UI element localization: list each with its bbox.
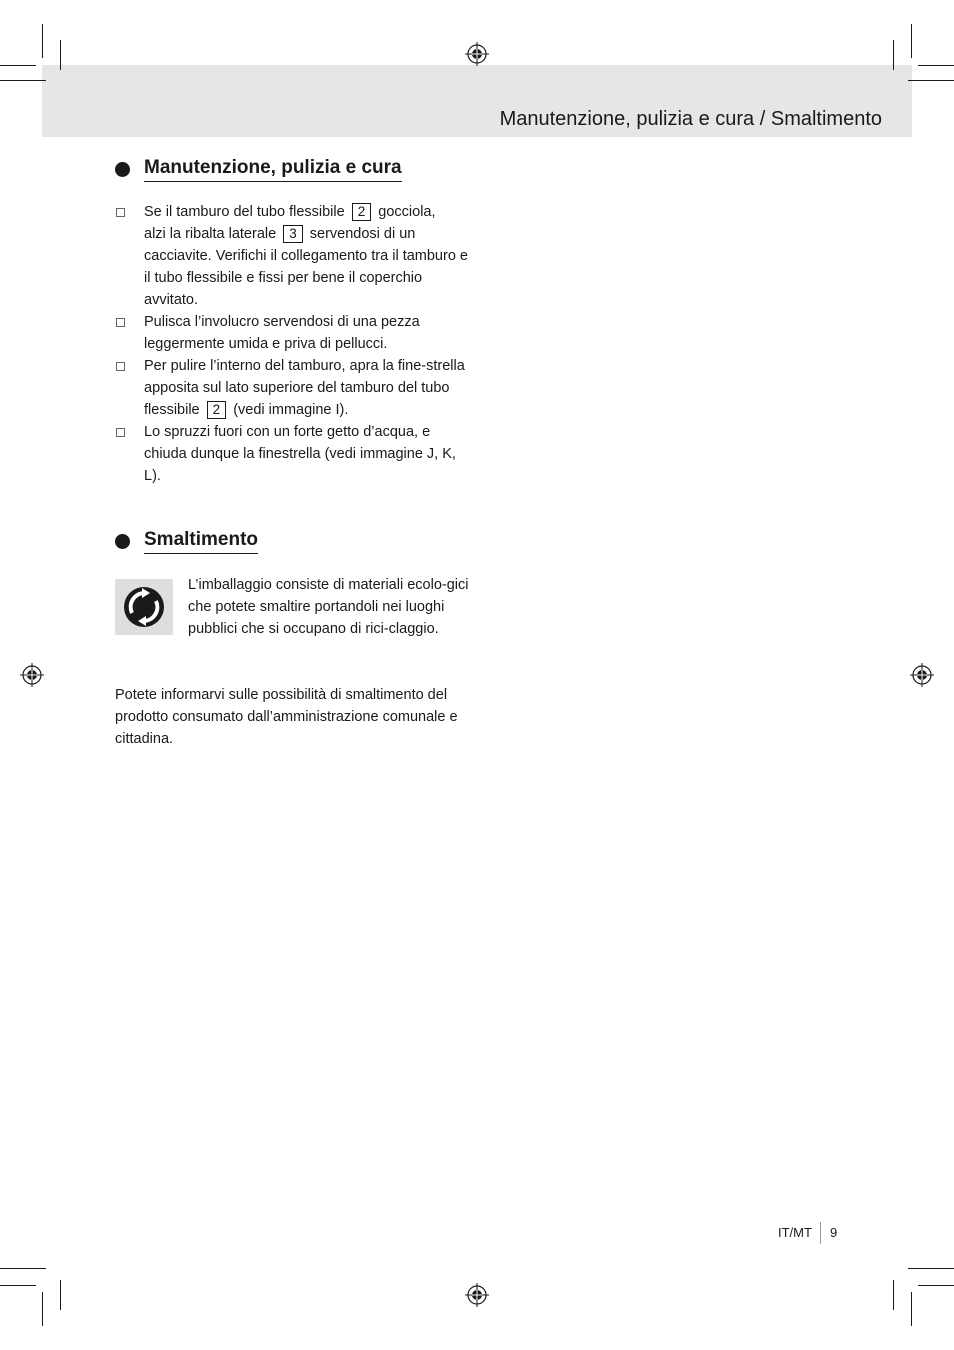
registration-mark-icon — [20, 663, 44, 687]
section-heading-maintenance — [115, 156, 402, 182]
part-reference: 2 — [207, 401, 227, 419]
crop-mark — [60, 40, 61, 70]
crop-mark — [42, 1292, 43, 1326]
packaging-text: L’imballaggio consiste di materiali ecolo-gici che potete smaltire portandoli nei luoghi pubblici che si occupano di rici-claggio. — [188, 577, 469, 637]
page-number: 9 — [829, 1225, 838, 1240]
section-heading-text: Smaltimento — [144, 528, 258, 554]
crop-mark — [918, 65, 954, 66]
crop-mark — [0, 1285, 36, 1286]
section-heading-text: Manutenzione, pulizia e cura — [144, 156, 402, 182]
heading-dot-icon — [115, 162, 130, 177]
maintenance-list — [115, 201, 475, 487]
crop-mark — [911, 24, 912, 58]
crop-mark — [908, 80, 954, 81]
list-item: Per pulire l’interno del tamburo, apra la fine-strella apposita sul lato superiore del tamburo del tubo flessibile 2 (vedi immagine I). — [115, 355, 475, 421]
green-dot-recycling-icon — [115, 579, 173, 635]
disposal-info-text: Potete informarvi sulle possibilità di smaltimento del prodotto consumato dall’amministrazione comunale e cittadina. — [115, 687, 458, 747]
crop-mark — [60, 1280, 61, 1310]
square-bullet-icon — [116, 318, 125, 327]
crop-mark — [911, 1292, 912, 1326]
list-item: Se il tamburo del tubo flessibile 2 gocciola, alzi la ribalta laterale 3 servendosi di un cacciavite. Verifichi il collegamento tra il tamburo e il tubo flessibile e fissi per bene il coperchio avvitato. — [115, 201, 475, 311]
part-reference: 3 — [283, 225, 303, 243]
crop-mark — [0, 65, 36, 66]
part-reference: 2 — [352, 203, 372, 221]
language-code: IT/MT — [778, 1225, 812, 1240]
crop-mark — [0, 1268, 46, 1269]
crop-mark — [893, 1280, 894, 1310]
section-heading-disposal — [115, 528, 258, 554]
page-footer — [778, 1222, 837, 1244]
square-bullet-icon — [116, 428, 125, 437]
crop-mark — [42, 24, 43, 58]
crop-mark — [0, 80, 46, 81]
square-bullet-icon — [116, 208, 125, 217]
heading-dot-icon — [115, 534, 130, 549]
crop-mark — [893, 40, 894, 70]
square-bullet-icon — [116, 362, 125, 371]
registration-mark-icon — [465, 1283, 489, 1307]
page-title: Manutenzione, pulizia e cura / Smaltimento — [499, 108, 882, 130]
crop-mark — [918, 1285, 954, 1286]
registration-mark-icon — [910, 663, 934, 687]
list-item: Lo spruzzi fuori con un forte getto d’acqua, e chiuda dunque la finestrella (vedi immagine J, K, L). — [115, 421, 475, 487]
list-item: Pulisca l’involucro servendosi di una pezza leggermente umida e priva di pellucci. — [115, 311, 475, 355]
footer-divider — [820, 1222, 821, 1244]
crop-mark — [908, 1268, 954, 1269]
registration-mark-icon — [465, 42, 489, 66]
